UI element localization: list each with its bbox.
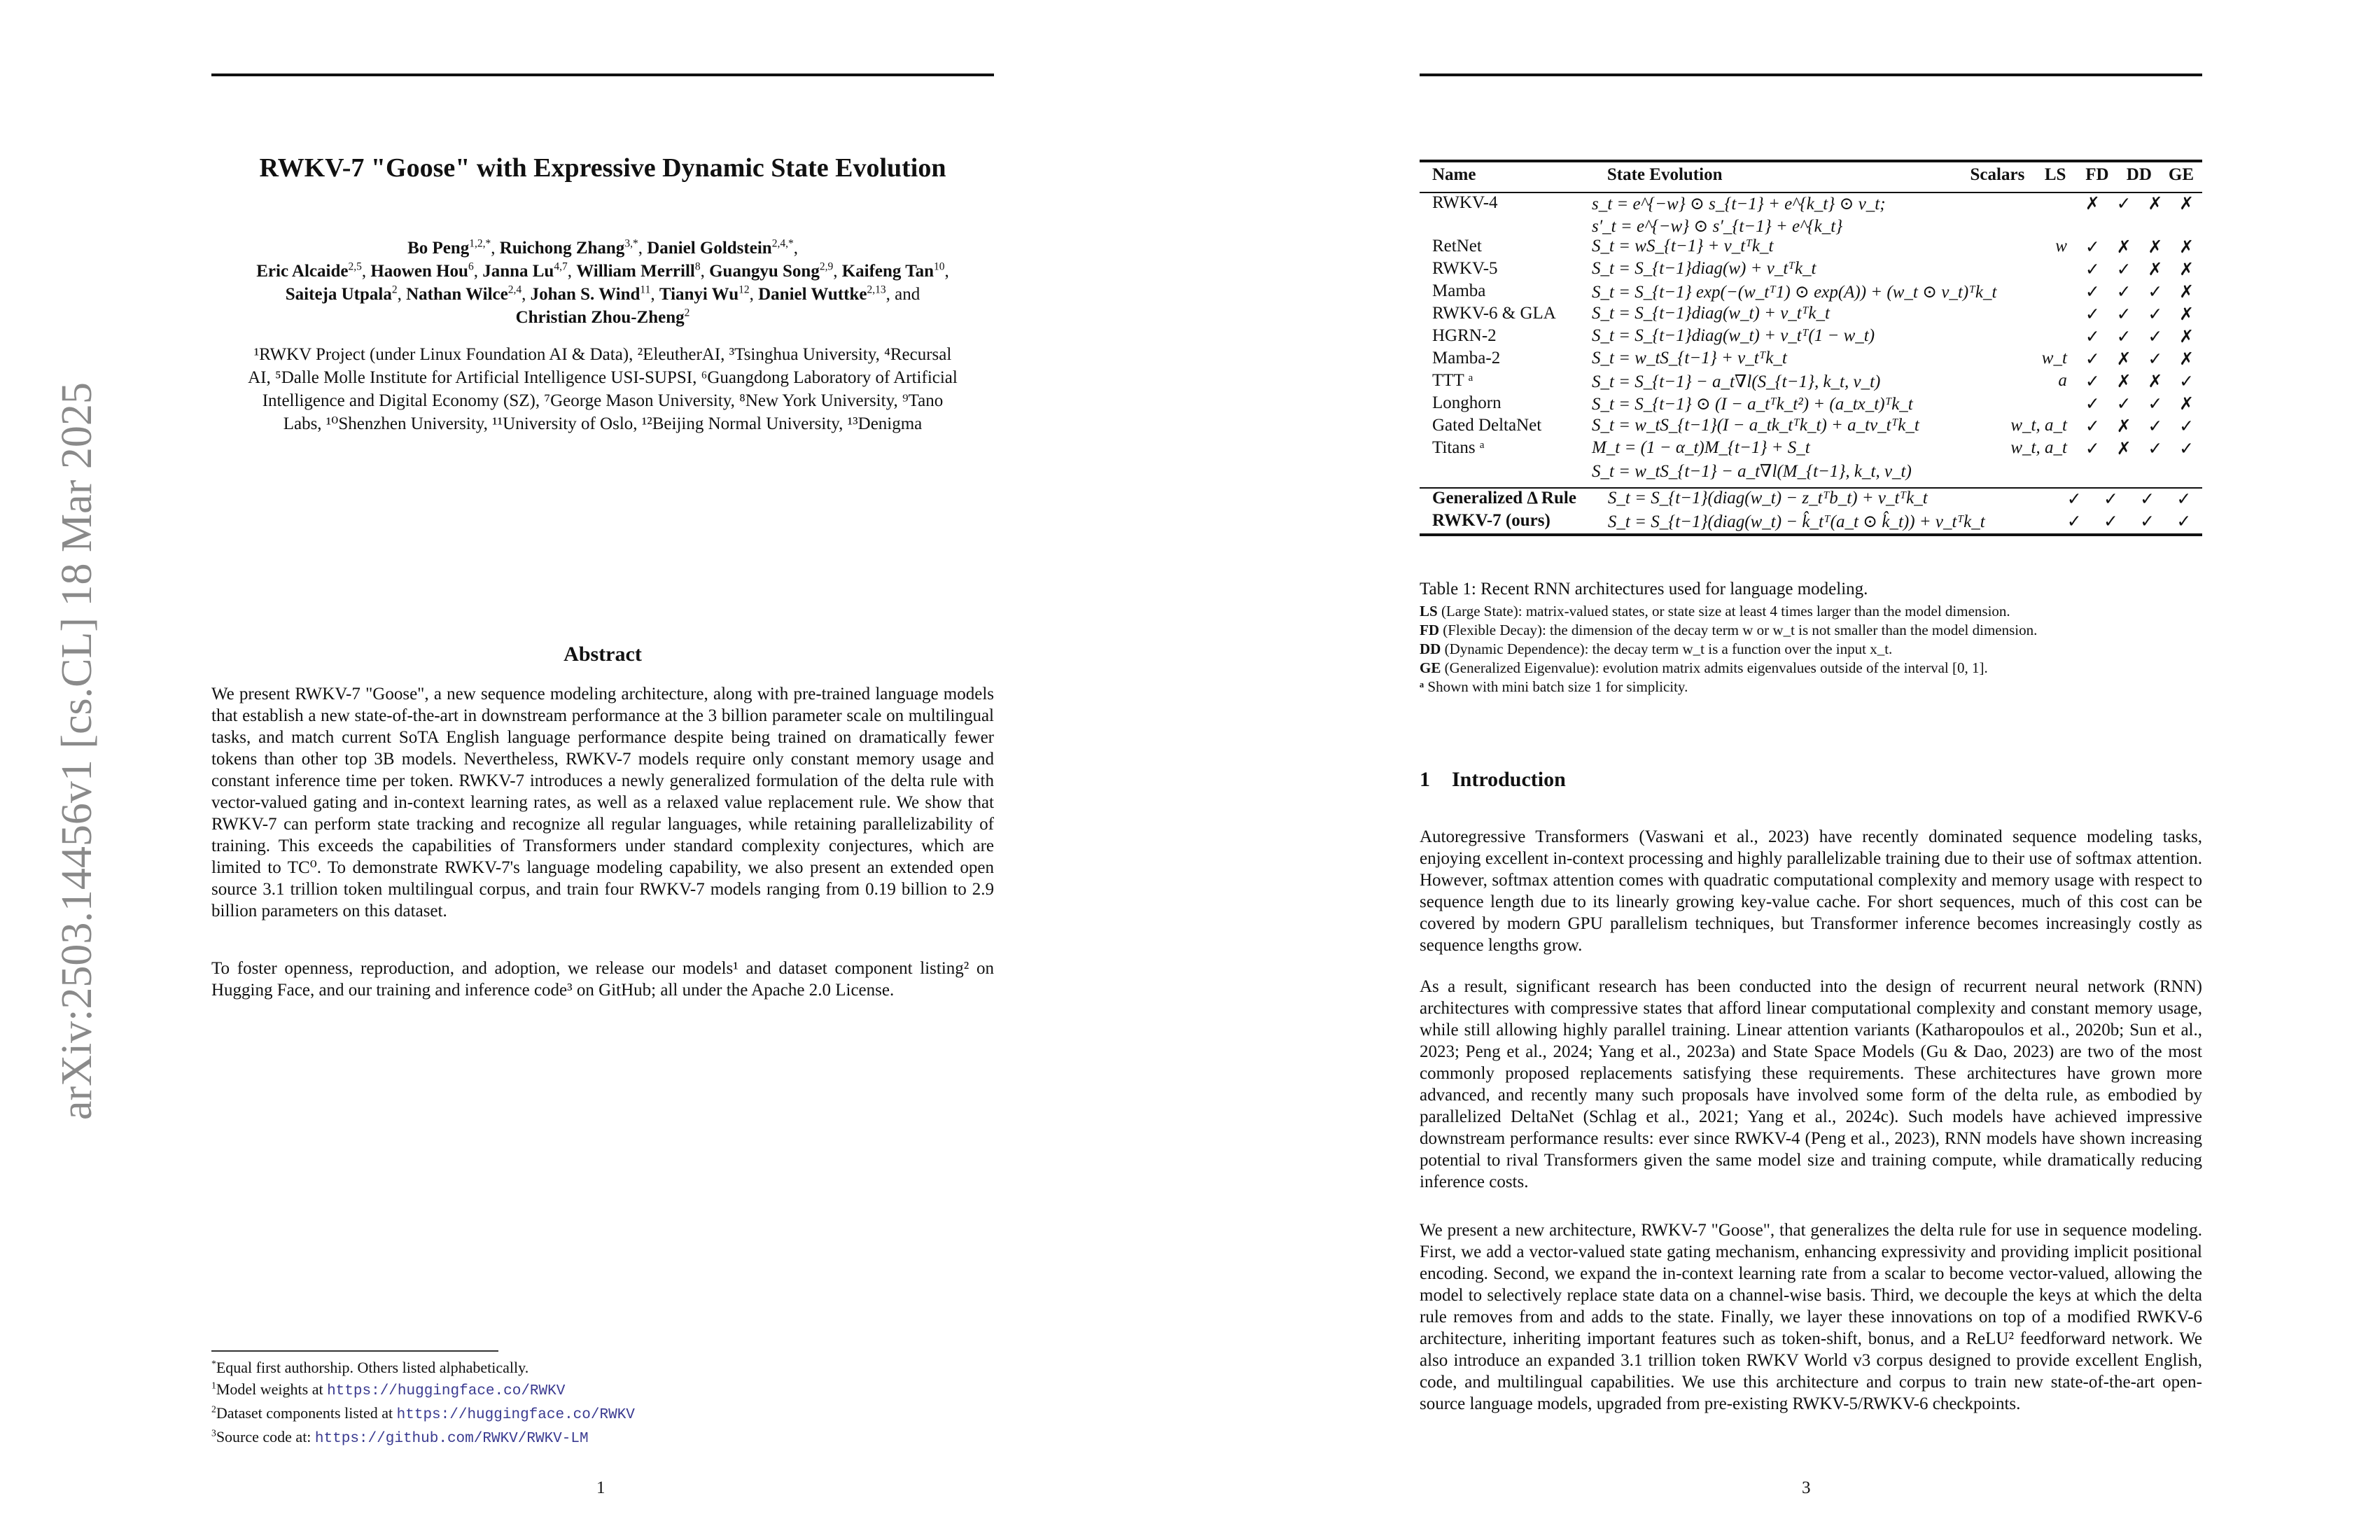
fd-mark: ✗ xyxy=(2116,440,2132,458)
table-row-continuation xyxy=(1420,461,2202,482)
dd-mark: ✓ xyxy=(2140,512,2155,531)
author-affil-mark: 2 xyxy=(391,284,398,296)
dd-mark: ✗ xyxy=(2148,195,2163,214)
scalars xyxy=(1985,489,2057,511)
caption-note-key: DD xyxy=(1420,640,1441,657)
state-evolution: S_t = S_{t−1} − a_t∇l(S_{t−1}, k_t, v_t) xyxy=(1591,372,1881,391)
fd-mark: ✓ xyxy=(2116,260,2132,279)
ge-mark: ✗ xyxy=(2179,328,2194,346)
dd-mark: ✓ xyxy=(2140,490,2155,509)
fd-mark: ✗ xyxy=(2116,372,2132,391)
caption-note-key: LS xyxy=(1420,603,1438,620)
ge-mark: ✗ xyxy=(2179,350,2194,369)
page-number: 3 xyxy=(1802,1478,1811,1497)
state-evolution-line-2: s′_t = e^{−w} ⊙ s′_{t−1} + e^{k_t} xyxy=(1591,217,1843,236)
author-affil-mark: 4,7 xyxy=(554,260,568,273)
header-fd: FD xyxy=(2085,165,2109,184)
caption-note-text: (Dynamic Dependence): the decay term w_t is a function over the input x_t. xyxy=(1441,640,1893,657)
author-affil-mark: 2,5 xyxy=(348,260,362,273)
arch-name-empty xyxy=(1420,461,1592,482)
fd-mark: ✓ xyxy=(2116,395,2132,414)
table-row xyxy=(1420,371,2202,393)
footnote-mark: 1 xyxy=(211,1380,216,1391)
arch-name: RetNet xyxy=(1432,237,1482,255)
caption-note-text: Shown with mini batch size 1 for simplicity. xyxy=(1424,678,1688,695)
arch-name: RWKV-6 & GLA xyxy=(1432,304,1556,323)
author-affil-mark: 11 xyxy=(640,284,651,296)
ls-mark: ✓ xyxy=(2085,238,2100,257)
caption-note xyxy=(1420,678,2202,696)
empty-cell xyxy=(2108,216,2140,237)
state-evolution: S_t = w_tS_{t−1}(I − a_tk_tᵀk_t) + a_tv_tᵀk_t xyxy=(1591,416,1919,435)
author-name: Daniel Wuttke xyxy=(758,285,867,304)
scalars xyxy=(1996,281,2077,304)
author-name: William Merrill xyxy=(576,262,695,281)
dd-mark: ✗ xyxy=(2148,260,2163,279)
state-evolution: S_t = S_{t−1} ⊙ (I − a_tᵀk_t²) + (a_tx_t)ᵀk_t xyxy=(1591,395,1913,414)
author-affil-mark: 2,4 xyxy=(507,284,522,296)
ls-mark: ✓ xyxy=(2085,328,2100,346)
arch-name: Gated DeltaNet xyxy=(1432,416,1542,435)
table-row-continuation xyxy=(1420,216,2202,237)
caption-note xyxy=(1420,659,2202,678)
intro-paragraph-2: As a result, significant research has been conducted into the design of recurrent neural network (RNN) architectures with compressive states that afford linear computational complexity and constant memory usage, while still allowing highly parallel training. Linear attention variants (Katharopoulos et al., 2020b; Sun et al., 2023; Peng et al., 2024; Yang et al., 2023a) and State Space Models (Gu & Dao, 2023) are two of the most commonly proposed replacements satisfying these requirements. These architectures have grown more advanced, and recently many such proposals have involved some form of the delta rule, as embodied by parallelized DeltaNet (Schlag et al., 2021; Yang et al., 2024c). Such models have achieved impressive downstream performance results: ever since RWKV-4 (Peng et al., 2023), RNN models have shown increasing potential to rival Transformers given the same model size and training compute, while dramatically reducing inference costs. xyxy=(1420,977,2202,1191)
caption-note-key: ᵃ xyxy=(1420,678,1424,695)
author-line: Eric Alcaide$^{2,5}$, Haowen Hou$^6$, Janna Lu$^{4,7}$, William Merrill$^8$, Guangyu Song$^{2,9}$, Kaifeng Tan$^{10}$, xyxy=(256,260,949,281)
state-evolution: M_t = (1 − α_t)M_{t−1} + S_t xyxy=(1591,438,1810,457)
author-name: Saiteja Utpala xyxy=(285,285,392,304)
author-affil-mark: 2 xyxy=(684,307,690,319)
dd-mark: ✗ xyxy=(2148,238,2163,257)
author-affil-mark: 3,* xyxy=(624,237,638,250)
header-ls: LS xyxy=(2044,165,2066,184)
page-3 xyxy=(1190,0,2380,1540)
ge-mark: ✓ xyxy=(2176,490,2192,509)
footnote-url[interactable]: https://github.com/RWKV/RWKV-LM xyxy=(314,1431,589,1447)
state-evolution: S_t = S_{t−1}(diag(w_t) − k̂_tᵀ(a_t ⊙ k̂_t)) + v_tᵀk_t xyxy=(1607,512,1985,531)
table-caption-notes xyxy=(1420,602,2202,696)
fd-mark: ✗ xyxy=(2116,238,2132,257)
ls-mark: ✓ xyxy=(2085,350,2100,369)
caption-note xyxy=(1420,640,2202,659)
ls-mark: ✓ xyxy=(2085,260,2100,279)
author-name: Janna Lu xyxy=(482,262,554,281)
arch-name: Mamba xyxy=(1432,281,1486,300)
scalars: w_t, a_t xyxy=(2010,438,2067,457)
ls-mark: ✓ xyxy=(2085,395,2100,414)
author-name: Kaifeng Tan xyxy=(841,262,934,281)
footnote-url[interactable]: https://huggingface.co/RWKV xyxy=(396,1407,635,1423)
caption-note xyxy=(1420,621,2202,640)
footnote xyxy=(211,1402,635,1426)
footnote-rule xyxy=(211,1350,498,1352)
fd-mark: ✗ xyxy=(2116,417,2132,436)
state-evolution: s_t = e^{−w} ⊙ s_{t−1} + e^{k_t} ⊙ v_t; xyxy=(1591,195,1886,214)
intro-paragraph-1: Autoregressive Transformers (Vaswani et al., 2023) have recently dominated sequence modeling tasks, enjoying excellent in-context processing and highly parallelizable training due to their use of softmax attention. However, softmax attention comes with quadratic computational complexity and memory usage with respect to sequence length due to its linearly growing key-value cache. For short sequences, much of this cost can be covered by modern GPU parallelism techniques, but Transformer inference becomes increasingly costly as sequence lengths grow. xyxy=(1420,827,2202,955)
dd-mark: ✓ xyxy=(2148,417,2163,436)
dd-mark: ✓ xyxy=(2148,440,2163,458)
table-row xyxy=(1420,259,2202,281)
dd-mark: ✓ xyxy=(2148,328,2163,346)
header-ge: GE xyxy=(2168,165,2194,184)
top-rule xyxy=(1420,74,2202,76)
table-caption: Table 1: Recent RNN architectures used for language modeling. xyxy=(1420,580,1868,598)
table-row xyxy=(1420,304,2202,326)
state-evolution: S_t = wS_{t−1} + v_tᵀk_t xyxy=(1591,237,1774,255)
author-name: Johan S. Wind xyxy=(530,285,640,304)
caption-note-text: (Generalized Eigenvalue): evolution matrix admits eigenvalues outside of the interval [0, 1]. xyxy=(1441,659,1988,676)
dd-mark: ✓ xyxy=(2148,350,2163,369)
author-name: Daniel Goldstein xyxy=(647,239,772,258)
abstract-heading: Abstract xyxy=(564,643,642,666)
state-evolution: S_t = w_tS_{t−1} + v_tᵀk_t xyxy=(1591,349,1787,368)
author-name: Christian Zhou-Zheng xyxy=(515,308,685,327)
state-evolution: S_t = S_{t−1}diag(w_t) + v_tᵀk_t xyxy=(1591,304,1830,323)
ge-mark: ✓ xyxy=(2179,417,2194,436)
author-line: Bo Peng$^{1,2,*}$, Ruichong Zhang$^{3,*}$, Daniel Goldstein$^{2,4,*}$, xyxy=(407,237,798,258)
table-row xyxy=(1420,193,2202,216)
author-name: Guangyu Song xyxy=(709,262,820,281)
arxiv-stamp: arXiv:2503.14456v1 [cs.CL] 18 Mar 2025 xyxy=(53,382,101,1120)
author-affil-mark: 8 xyxy=(694,260,701,273)
table-row xyxy=(1420,511,2202,533)
ge-mark: ✗ xyxy=(2179,305,2194,324)
arch-name: RWKV-7 (ours) xyxy=(1432,511,1550,530)
ge-mark: ✓ xyxy=(2176,512,2192,531)
arch-name: Generalized Δ Rule xyxy=(1432,489,1576,507)
footnote xyxy=(211,1378,635,1402)
footnote-text: Source code at: xyxy=(216,1428,315,1446)
author-affil-mark: 2,13 xyxy=(867,284,886,296)
dd-mark: ✓ xyxy=(2148,305,2163,324)
table-row xyxy=(1420,416,2202,438)
arch-name-empty xyxy=(1420,216,1592,237)
footnote xyxy=(211,1357,635,1378)
abstract-paragraph-2: To foster openness, reproduction, and adoption, we release our models¹ and dataset component listing² on Hugging Face, and our training and inference code³ on GitHub; all under the Apache 2.0 License. xyxy=(211,959,994,1000)
table-row xyxy=(1420,489,2202,511)
ls-mark: ✗ xyxy=(2085,195,2100,214)
caption-note-key: GE xyxy=(1420,659,1441,676)
table-row xyxy=(1420,349,2202,371)
affiliation-line: ¹RWKV Project (under Linux Foundation AI & Data), ²EleutherAI, ³Tsinghua University, ⁴Recursal xyxy=(253,345,952,364)
top-rule xyxy=(211,74,994,76)
empty-cell xyxy=(1996,216,2077,237)
ge-mark: ✓ xyxy=(2179,372,2194,391)
scalars xyxy=(1996,393,2077,416)
scalars: a xyxy=(2058,371,2067,390)
author-name: Eric Alcaide xyxy=(256,262,349,281)
table-row xyxy=(1420,438,2202,461)
author-name: Bo Peng xyxy=(407,239,470,258)
arch-name: RWKV-5 xyxy=(1432,259,1498,278)
state-evolution: S_t = S_{t−1}diag(w_t) + v_tᵀ(1 − w_t) xyxy=(1591,326,1875,345)
author-name: Tianyi Wu xyxy=(659,285,739,304)
fd-mark: ✓ xyxy=(2116,328,2132,346)
dd-mark: ✓ xyxy=(2148,283,2163,302)
scalars xyxy=(1996,259,2077,281)
table-row xyxy=(1420,393,2202,416)
paper-title: RWKV-7 "Goose" with Expressive Dynamic State Evolution xyxy=(259,153,946,183)
dd-mark: ✗ xyxy=(2148,372,2163,391)
ls-mark: ✓ xyxy=(2085,440,2100,458)
header-dd: DD xyxy=(2126,165,2152,184)
table-row xyxy=(1420,326,2202,349)
author-affil-mark: 12 xyxy=(738,284,750,296)
ge-mark: ✗ xyxy=(2179,283,2194,302)
table-bottom-rule xyxy=(1420,533,2202,536)
footnote-mark: 2 xyxy=(211,1404,216,1415)
table-row xyxy=(1420,281,2202,304)
section-number: 1 xyxy=(1420,768,1430,791)
ls-mark: ✓ xyxy=(2066,512,2082,531)
ls-mark: ✓ xyxy=(2066,490,2082,509)
scalars: w_t, a_t xyxy=(2010,416,2067,435)
scalars xyxy=(1985,511,2057,533)
empty-cell xyxy=(2139,461,2171,482)
author-list xyxy=(211,237,994,329)
arch-name: Longhorn xyxy=(1432,393,1502,412)
author-line: Saiteja Utpala$^2$, Nathan Wilce$^{2,4}$, Johan S. Wind$^{11}$, Tianyi Wu$^{12}$, Daniel Wuttke$^{2,13}$, and xyxy=(285,284,920,304)
caption-note xyxy=(1420,602,2202,621)
section-heading xyxy=(1420,768,1566,792)
caption-note-text: (Large State): matrix-valued states, or state size at least 4 times larger than the model dimension. xyxy=(1437,603,2010,620)
empty-cell xyxy=(2077,461,2108,482)
abstract-paragraph-1: We present RWKV-7 "Goose", a new sequence modeling architecture, along with pre-trained language models that establish a new state-of-the-art in downstream performance at the 3 billion parameter scale on multilingual tasks, and match current SoTA English language performance despite being trained on dramatically fewer tokens than other top 3B models. Nevertheless, RWKV-7 models require only constant memory usage and constant inference time per token. RWKV-7 introduces a newly generalized formulation of the delta rule with vector-valued gating and in-context learning rates, as well as a relaxed value replacement rule. We show that RWKV-7 can perform state tracking and recognize all regular languages, while retaining parallelizability of training. This exceeds the capabilities of Transformers under standard complexity conjectures, which are limited to TC⁰. To demonstrate RWKV-7's language modeling capability, we also present an extended open source 3.1 trillion token multilingual corpus, and train four RWKV-7 models ranging from 0.19 billion to 2.9 billion parameters on this dataset. xyxy=(211,685,994,920)
intro-paragraph-3: We present a new architecture, RWKV-7 "Goose", that generalizes the delta rule for use in sequence modeling. First, we add a vector-valued state gating mechanism, enhancing expressivity and providing implicit positional encoding. Second, we expand the in-context learning rate from a scalar to become vector-valued, allowing the model to selectively replace state data on a channel-wise basis. Third, we decouple the keys at which the delta rule removes from and adds to the state. Finally, we layer these innovations on top of a modified RWKV-6 architecture, inheriting important features such as token-shift, bonus, and a ReLU² feedforward network. We also introduce an expanded 3.1 trillion token RWKV World v3 corpus designed to provide excellent English, code, and multilingual capabilities. We use this architecture and corpus to train new state-of-the-art open-source language models, upgraded from pre-existing RWKV-5/RWKV-6 checkpoints. xyxy=(1420,1221,2202,1413)
author-affil-mark: 2,4,* xyxy=(771,237,794,250)
state-evolution-line-2: S_t = w_tS_{t−1} − a_t∇l(M_{t−1}, k_t, v_t) xyxy=(1591,462,1912,481)
rnn-architecture-table xyxy=(1420,160,2202,536)
fd-mark: ✓ xyxy=(2103,490,2118,509)
scalars xyxy=(1996,326,2077,349)
empty-cell xyxy=(2077,216,2108,237)
footnote-mark: 3 xyxy=(211,1427,216,1438)
ls-mark: ✓ xyxy=(2085,417,2100,436)
ls-mark: ✓ xyxy=(2085,305,2100,324)
arch-name: Mamba-2 xyxy=(1432,349,1501,368)
author-name: Haowen Hou xyxy=(370,262,468,281)
table-row xyxy=(1420,237,2202,259)
table-header-row xyxy=(1420,162,2202,192)
footnote-text: Dataset components listed at xyxy=(216,1404,397,1422)
ge-mark: ✗ xyxy=(2179,238,2194,257)
page-number: 1 xyxy=(596,1478,606,1497)
footnote-url[interactable]: https://huggingface.co/RWKV xyxy=(327,1383,566,1399)
author-name: Nathan Wilce xyxy=(406,285,508,304)
ls-mark: ✓ xyxy=(2085,372,2100,391)
affiliations xyxy=(211,343,994,435)
arch-name: HGRN-2 xyxy=(1432,326,1497,345)
author-name: Ruichong Zhang xyxy=(499,239,625,258)
footnote-mark: * xyxy=(211,1358,216,1369)
affiliation-line: AI, ⁵Dalle Molle Institute for Artificial Intelligence USI-SUPSI, ⁶Guangdong Laboratory of Artificial xyxy=(248,368,958,387)
header-state: State Evolution xyxy=(1606,165,1723,184)
ge-mark: ✗ xyxy=(2179,195,2194,214)
author-affil-mark: 1,2,* xyxy=(469,237,491,250)
scalars: w xyxy=(2055,237,2067,255)
author-affil-mark: 6 xyxy=(468,260,474,273)
dd-mark: ✓ xyxy=(2148,395,2163,414)
fd-mark: ✗ xyxy=(2116,350,2132,369)
empty-cell xyxy=(2171,461,2202,482)
fd-mark: ✓ xyxy=(2116,195,2132,214)
fd-mark: ✓ xyxy=(2116,305,2132,324)
fd-mark: ✓ xyxy=(2103,512,2118,531)
empty-cell xyxy=(2108,461,2140,482)
arch-name: Titans ᵃ xyxy=(1432,438,1485,457)
footnote-text: Model weights at xyxy=(216,1380,328,1398)
arch-name: TTT ᵃ xyxy=(1432,371,1474,390)
author-affil-mark: 10 xyxy=(934,260,945,273)
affiliation-line: Intelligence and Digital Economy (SZ), ⁷George Mason University, ⁸New York University, ⁹Tano xyxy=(262,391,944,410)
state-evolution: S_t = S_{t−1} exp(−(w_tᵀ1) ⊙ exp(A)) + (w_t ⊙ v_t)ᵀk_t xyxy=(1591,283,1997,302)
scalars xyxy=(1996,304,2077,326)
section-title: Introduction xyxy=(1452,768,1566,791)
author-line xyxy=(211,306,994,329)
footnote-text: Equal first authorship. Others listed alphabetically. xyxy=(216,1359,529,1376)
scalars: w_t xyxy=(2041,349,2067,368)
empty-cell xyxy=(1996,461,2077,482)
fd-mark: ✓ xyxy=(2116,283,2132,302)
ge-mark: ✗ xyxy=(2179,260,2194,279)
header-scalars: Scalars xyxy=(1970,165,2025,184)
scalars xyxy=(1996,193,2077,216)
state-evolution: S_t = S_{t−1}diag(w) + v_tᵀk_t xyxy=(1591,259,1816,278)
state-evolution: S_t = S_{t−1}(diag(w_t) − z_tᵀb_t) + v_tᵀk_t xyxy=(1607,489,1928,507)
footnote xyxy=(211,1426,635,1450)
empty-cell xyxy=(2139,216,2171,237)
empty-cell xyxy=(2171,216,2202,237)
ge-mark: ✓ xyxy=(2179,440,2194,458)
author-affil-mark: 2,9 xyxy=(819,260,834,273)
ge-mark: ✗ xyxy=(2179,395,2194,414)
arch-name: RWKV-4 xyxy=(1432,193,1498,212)
caption-note-key: FD xyxy=(1420,622,1439,638)
affiliation-line: Labs, ¹⁰Shenzhen University, ¹¹University of Oslo, ¹²Beijing Normal University, ¹³Denigma xyxy=(283,414,923,433)
header-name: Name xyxy=(1432,165,1476,184)
footnotes xyxy=(211,1357,635,1450)
ls-mark: ✓ xyxy=(2085,283,2100,302)
caption-note-text: (Flexible Decay): the dimension of the decay term w or w_t is not smaller than the model dimension. xyxy=(1439,622,2038,638)
